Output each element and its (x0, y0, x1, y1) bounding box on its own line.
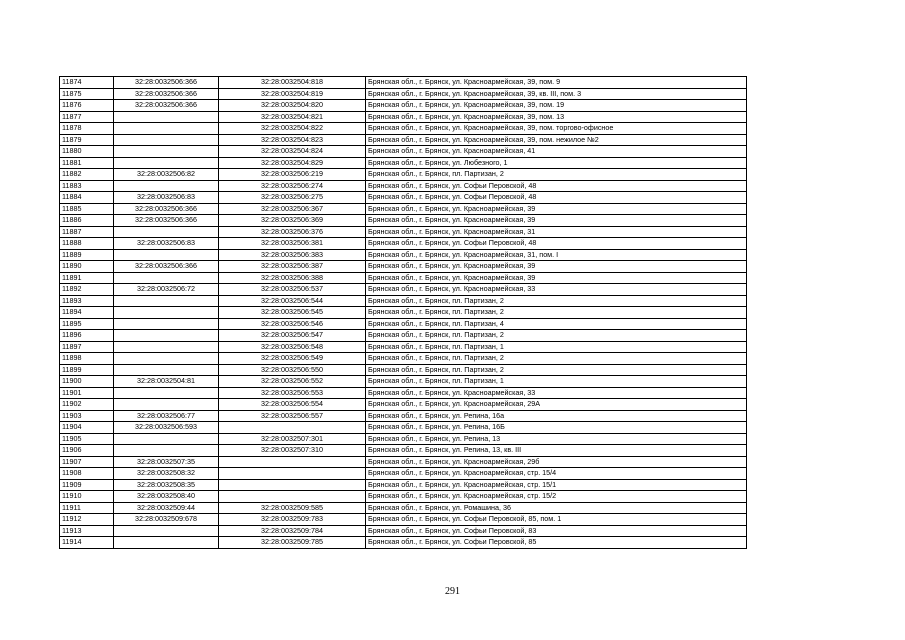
address-cell: Брянская обл., г. Брянск, пл. Партизан, 2 (366, 353, 747, 365)
parcel-number-cell (114, 111, 219, 123)
row-number-cell: 11879 (60, 134, 114, 146)
row-number-cell: 11895 (60, 318, 114, 330)
parcel-number-cell: 32:28:0032509:44 (114, 502, 219, 514)
address-cell: Брянская обл., г. Брянск, ул. Красноармейская, 33 (366, 284, 747, 296)
object-number-cell: 32:28:0032506:275 (219, 192, 366, 204)
table-row (60, 387, 747, 399)
address-cell: Брянская обл., г. Брянск, пл. Партизан, 2 (366, 295, 747, 307)
object-number-cell: 32:28:0032506:544 (219, 295, 366, 307)
row-number-cell: 11889 (60, 249, 114, 261)
object-number-cell: 32:28:0032506:557 (219, 410, 366, 422)
table-row (60, 468, 747, 480)
table-row (60, 479, 747, 491)
row-number-cell: 11909 (60, 479, 114, 491)
row-number-cell: 11910 (60, 491, 114, 503)
parcel-number-cell (114, 353, 219, 365)
address-cell: Брянская обл., г. Брянск, ул. Красноармейская, 31 (366, 226, 747, 238)
row-number-cell: 11887 (60, 226, 114, 238)
object-number-cell: 32:28:0032509:783 (219, 514, 366, 526)
address-cell: Брянская обл., г. Брянск, ул. Ромашина, 36 (366, 502, 747, 514)
address-cell: Брянская обл., г. Брянск, пл. Партизан, 4 (366, 318, 747, 330)
table-row (60, 180, 747, 192)
address-cell: Брянская обл., г. Брянск, ул. Красноармейская, 39, пом. 13 (366, 111, 747, 123)
table-row (60, 341, 747, 353)
parcel-number-cell: 32:28:0032506:366 (114, 261, 219, 273)
table-row (60, 330, 747, 342)
address-cell: Брянская обл., г. Брянск, ул. Репина, 13, кв. III (366, 445, 747, 457)
parcel-number-cell: 32:28:0032506:366 (114, 100, 219, 112)
object-number-cell (219, 468, 366, 480)
address-cell: Брянская обл., г. Брянск, ул. Красноармейская, 31, пом. I (366, 249, 747, 261)
address-cell: Брянская обл., г. Брянск, ул. Красноармейская, стр. 15/2 (366, 491, 747, 503)
row-number-cell: 11901 (60, 387, 114, 399)
row-number-cell: 11892 (60, 284, 114, 296)
row-number-cell: 11904 (60, 422, 114, 434)
row-number-cell: 11906 (60, 445, 114, 457)
table-row (60, 353, 747, 365)
address-cell: Брянская обл., г. Брянск, ул. Красноармейская, 39 (366, 203, 747, 215)
object-number-cell: 32:28:0032506:376 (219, 226, 366, 238)
address-cell: Брянская обл., г. Брянск, пл. Партизан, 2 (366, 307, 747, 319)
table-row (60, 307, 747, 319)
address-cell: Брянская обл., г. Брянск, пл. Партизан, 1 (366, 376, 747, 388)
row-number-cell: 11886 (60, 215, 114, 227)
parcel-number-cell (114, 537, 219, 549)
address-cell: Брянская обл., г. Брянск, ул. Красноармейская, стр. 15/1 (366, 479, 747, 491)
object-number-cell: 32:28:0032506:537 (219, 284, 366, 296)
row-number-cell: 11888 (60, 238, 114, 250)
object-number-cell: 32:28:0032506:546 (219, 318, 366, 330)
address-cell: Брянская обл., г. Брянск, ул. Софьи Перовской, 85 (366, 537, 747, 549)
table-row (60, 284, 747, 296)
row-number-cell: 11911 (60, 502, 114, 514)
parcel-number-cell: 32:28:0032506:77 (114, 410, 219, 422)
row-number-cell: 11880 (60, 146, 114, 158)
object-number-cell: 32:28:0032504:824 (219, 146, 366, 158)
object-number-cell: 32:28:0032504:820 (219, 100, 366, 112)
parcel-number-cell (114, 525, 219, 537)
parcel-number-cell (114, 249, 219, 261)
table-row (60, 502, 747, 514)
row-number-cell: 11908 (60, 468, 114, 480)
parcel-number-cell (114, 399, 219, 411)
table-row (60, 261, 747, 273)
object-number-cell (219, 456, 366, 468)
parcel-number-cell: 32:28:0032506:366 (114, 77, 219, 89)
row-number-cell: 11884 (60, 192, 114, 204)
table-row (60, 537, 747, 549)
row-number-cell: 11912 (60, 514, 114, 526)
address-cell: Брянская обл., г. Брянск, ул. Репина, 16Б (366, 422, 747, 434)
parcel-number-cell (114, 387, 219, 399)
table-row (60, 376, 747, 388)
row-number-cell: 11875 (60, 88, 114, 100)
row-number-cell: 11881 (60, 157, 114, 169)
table-row (60, 433, 747, 445)
object-number-cell: 32:28:0032507:310 (219, 445, 366, 457)
table-row (60, 111, 747, 123)
object-number-cell: 32:28:0032506:387 (219, 261, 366, 273)
parcel-number-cell: 32:28:0032506:366 (114, 203, 219, 215)
object-number-cell: 32:28:0032504:823 (219, 134, 366, 146)
object-number-cell: 32:28:0032509:784 (219, 525, 366, 537)
object-number-cell: 32:28:0032506:550 (219, 364, 366, 376)
parcel-number-cell (114, 330, 219, 342)
object-number-cell: 32:28:0032506:547 (219, 330, 366, 342)
object-number-cell: 32:28:0032506:383 (219, 249, 366, 261)
table-row (60, 295, 747, 307)
table-row (60, 514, 747, 526)
parcel-number-cell: 32:28:0032506:83 (114, 192, 219, 204)
row-number-cell: 11913 (60, 525, 114, 537)
address-cell: Брянская обл., г. Брянск, ул. Красноармейская, 33 (366, 387, 747, 399)
object-number-cell: 32:28:0032509:785 (219, 537, 366, 549)
table-row (60, 238, 747, 250)
parcel-number-cell (114, 134, 219, 146)
table-row (60, 422, 747, 434)
object-number-cell: 32:28:0032506:545 (219, 307, 366, 319)
row-number-cell: 11885 (60, 203, 114, 215)
address-cell: Брянская обл., г. Брянск, ул. Красноармейская, 39, кв. III, пом. 3 (366, 88, 747, 100)
address-cell: Брянская обл., г. Брянск, ул. Красноармейская, 39 (366, 272, 747, 284)
address-cell: Брянская обл., г. Брянск, пл. Партизан, 2 (366, 364, 747, 376)
address-cell: Брянская обл., г. Брянск, ул. Красноармейская, 41 (366, 146, 747, 158)
object-number-cell (219, 479, 366, 491)
object-number-cell: 32:28:0032506:219 (219, 169, 366, 181)
address-cell: Брянская обл., г. Брянск, ул. Репина, 13 (366, 433, 747, 445)
object-number-cell: 32:28:0032506:552 (219, 376, 366, 388)
object-number-cell (219, 422, 366, 434)
object-number-cell: 32:28:0032506:369 (219, 215, 366, 227)
object-number-cell: 32:28:0032507:301 (219, 433, 366, 445)
row-number-cell: 11874 (60, 77, 114, 89)
parcel-number-cell (114, 146, 219, 158)
address-cell: Брянская обл., г. Брянск, ул. Красноармейская, 29б (366, 456, 747, 468)
row-number-cell: 11876 (60, 100, 114, 112)
table-body (60, 77, 747, 549)
parcel-number-cell (114, 226, 219, 238)
row-number-cell: 11894 (60, 307, 114, 319)
table-row (60, 226, 747, 238)
table-row (60, 100, 747, 112)
object-number-cell: 32:28:0032504:819 (219, 88, 366, 100)
table-row (60, 272, 747, 284)
parcel-number-cell: 32:28:0032508:32 (114, 468, 219, 480)
table-row (60, 134, 747, 146)
address-cell: Брянская обл., г. Брянск, ул. Красноармейская, 39, пом. торгово-офисное (366, 123, 747, 135)
address-cell: Брянская обл., г. Брянск, ул. Красноармейская, 39, пом. 9 (366, 77, 747, 89)
parcel-number-cell (114, 445, 219, 457)
table-row (60, 192, 747, 204)
address-cell: Брянская обл., г. Брянск, ул. Красноармейская, 39 (366, 261, 747, 273)
table-row (60, 491, 747, 503)
parcel-number-cell: 32:28:0032506:366 (114, 215, 219, 227)
address-cell: Брянская обл., г. Брянск, пл. Партизан, 2 (366, 169, 747, 181)
object-number-cell: 32:28:0032504:818 (219, 77, 366, 89)
table-row (60, 445, 747, 457)
parcel-number-cell: 32:28:0032506:83 (114, 238, 219, 250)
table-row (60, 169, 747, 181)
object-number-cell: 32:28:0032506:274 (219, 180, 366, 192)
row-number-cell: 11890 (60, 261, 114, 273)
parcel-number-cell: 32:28:0032506:72 (114, 284, 219, 296)
parcel-number-cell (114, 307, 219, 319)
row-number-cell: 11897 (60, 341, 114, 353)
parcel-number-cell (114, 180, 219, 192)
parcel-number-cell (114, 318, 219, 330)
row-number-cell: 11898 (60, 353, 114, 365)
address-cell: Брянская обл., г. Брянск, ул. Красноармейская, 39, пом. 19 (366, 100, 747, 112)
row-number-cell: 11893 (60, 295, 114, 307)
table-row (60, 410, 747, 422)
object-number-cell: 32:28:0032504:822 (219, 123, 366, 135)
table-row (60, 399, 747, 411)
parcel-number-cell (114, 433, 219, 445)
object-number-cell: 32:28:0032506:388 (219, 272, 366, 284)
object-number-cell: 32:28:0032504:829 (219, 157, 366, 169)
parcel-number-cell (114, 157, 219, 169)
address-cell: Брянская обл., г. Брянск, ул. Красноармейская, 39, пом. нежилое №2 (366, 134, 747, 146)
row-number-cell: 11907 (60, 456, 114, 468)
object-number-cell: 32:28:0032506:367 (219, 203, 366, 215)
parcel-number-cell (114, 272, 219, 284)
table-row (60, 525, 747, 537)
table-row (60, 364, 747, 376)
object-number-cell: 32:28:0032506:548 (219, 341, 366, 353)
parcel-number-cell (114, 364, 219, 376)
table-row (60, 249, 747, 261)
address-cell: Брянская обл., г. Брянск, ул. Любезного, 1 (366, 157, 747, 169)
object-number-cell: 32:28:0032506:549 (219, 353, 366, 365)
address-cell: Брянская обл., г. Брянск, пл. Партизан, 2 (366, 330, 747, 342)
parcel-number-cell (114, 123, 219, 135)
table-row (60, 88, 747, 100)
page-number: 291 (445, 586, 460, 597)
object-number-cell: 32:28:0032506:381 (219, 238, 366, 250)
parcel-number-cell: 32:28:0032506:82 (114, 169, 219, 181)
address-cell: Брянская обл., г. Брянск, ул. Софьи Перовской, 48 (366, 238, 747, 250)
row-number-cell: 11896 (60, 330, 114, 342)
address-cell: Брянская обл., г. Брянск, ул. Софьи Перовской, 83 (366, 525, 747, 537)
row-number-cell: 11902 (60, 399, 114, 411)
parcel-number-cell: 32:28:0032504:81 (114, 376, 219, 388)
parcel-number-cell (114, 295, 219, 307)
table-row (60, 215, 747, 227)
row-number-cell: 11899 (60, 364, 114, 376)
row-number-cell: 11891 (60, 272, 114, 284)
address-cell: Брянская обл., г. Брянск, ул. Красноармейская, 29А (366, 399, 747, 411)
table-row (60, 146, 747, 158)
cadastral-table (59, 76, 747, 549)
row-number-cell: 11905 (60, 433, 114, 445)
object-number-cell: 32:28:0032506:554 (219, 399, 366, 411)
row-number-cell: 11914 (60, 537, 114, 549)
table-row (60, 203, 747, 215)
object-number-cell: 32:28:0032509:585 (219, 502, 366, 514)
row-number-cell: 11883 (60, 180, 114, 192)
address-cell: Брянская обл., г. Брянск, ул. Красноармейская, стр. 15/4 (366, 468, 747, 480)
table-row (60, 123, 747, 135)
parcel-number-cell: 32:28:0032508:40 (114, 491, 219, 503)
address-cell: Брянская обл., г. Брянск, пл. Партизан, 1 (366, 341, 747, 353)
address-cell: Брянская обл., г. Брянск, ул. Красноармейская, 39 (366, 215, 747, 227)
address-cell: Брянская обл., г. Брянск, ул. Софьи Перовской, 85, пом. 1 (366, 514, 747, 526)
object-number-cell: 32:28:0032504:821 (219, 111, 366, 123)
object-number-cell (219, 491, 366, 503)
parcel-number-cell: 32:28:0032508:35 (114, 479, 219, 491)
table-row (60, 77, 747, 89)
parcel-number-cell: 32:28:0032507:35 (114, 456, 219, 468)
parcel-number-cell: 32:28:0032509:678 (114, 514, 219, 526)
table-row (60, 318, 747, 330)
row-number-cell: 11903 (60, 410, 114, 422)
object-number-cell: 32:28:0032506:553 (219, 387, 366, 399)
address-cell: Брянская обл., г. Брянск, ул. Софьи Перовской, 48 (366, 192, 747, 204)
address-cell: Брянская обл., г. Брянск, ул. Софьи Перовской, 48 (366, 180, 747, 192)
parcel-number-cell: 32:28:0032506:593 (114, 422, 219, 434)
parcel-number-cell: 32:28:0032506:366 (114, 88, 219, 100)
row-number-cell: 11882 (60, 169, 114, 181)
row-number-cell: 11878 (60, 123, 114, 135)
address-cell: Брянская обл., г. Брянск, ул. Репина, 16а (366, 410, 747, 422)
table-row (60, 456, 747, 468)
row-number-cell: 11877 (60, 111, 114, 123)
parcel-number-cell (114, 341, 219, 353)
table-row (60, 157, 747, 169)
row-number-cell: 11900 (60, 376, 114, 388)
